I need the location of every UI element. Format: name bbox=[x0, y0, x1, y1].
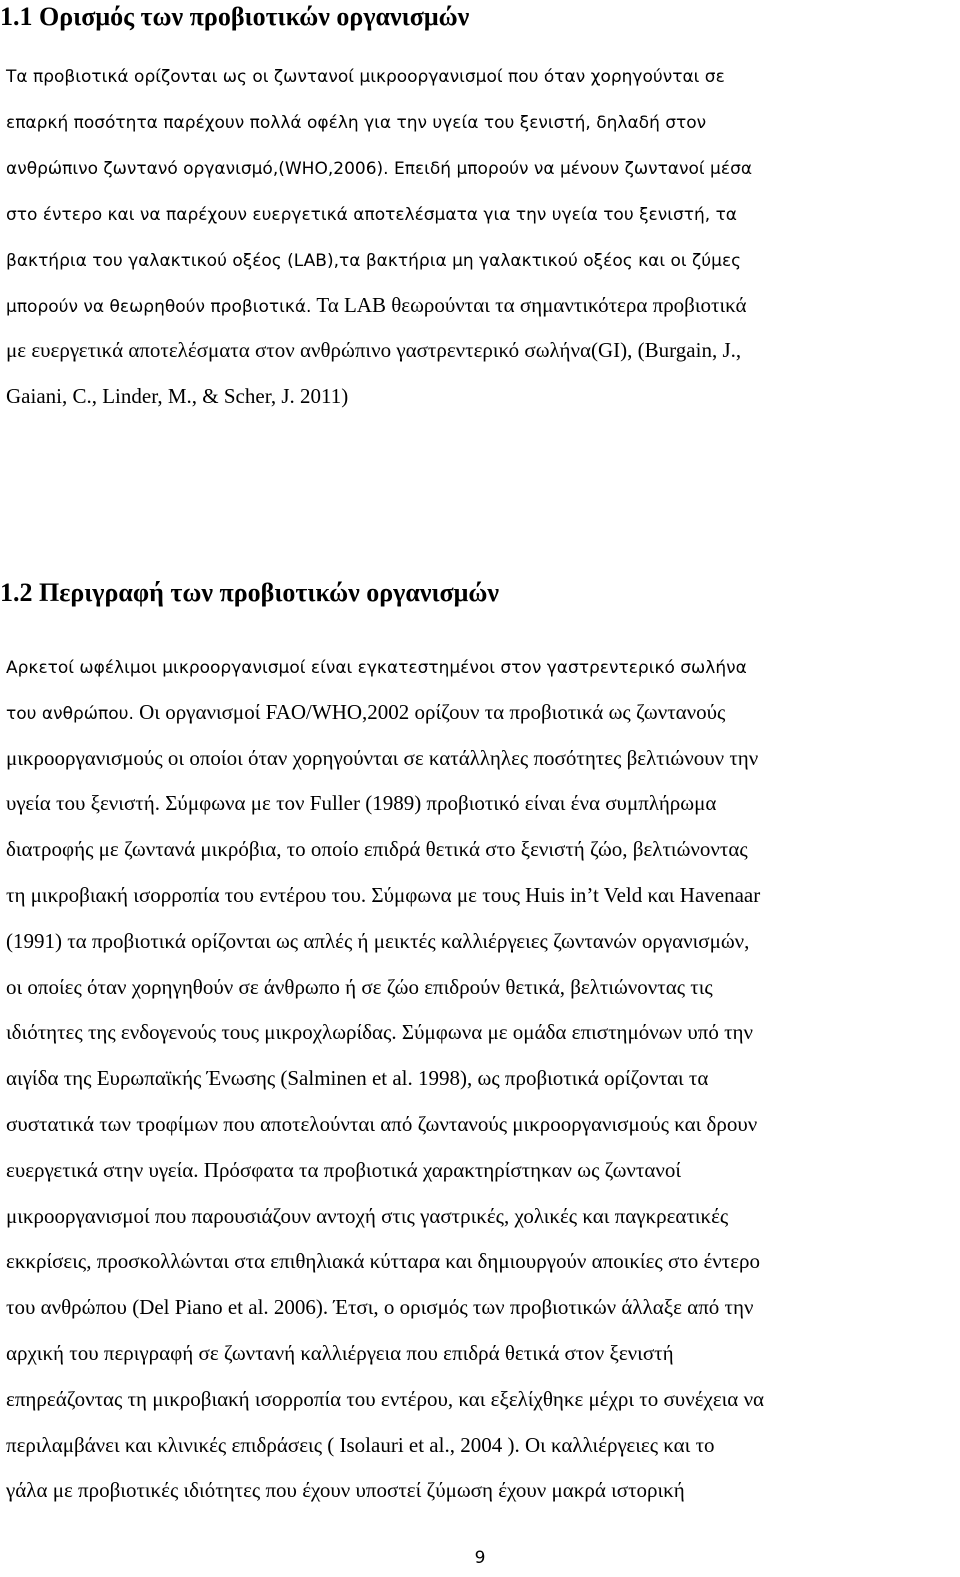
text-line bbox=[6, 1111, 757, 1137]
text-line bbox=[6, 928, 749, 954]
text-line bbox=[6, 1432, 715, 1458]
text-line bbox=[6, 699, 725, 727]
text-segment: Gaiani, C., Linder, M., & Scher, J. 2011) bbox=[6, 384, 349, 409]
text-line bbox=[6, 1157, 681, 1183]
text-segment: Τα LAB θεωρούνται τα σημαντικότερα προβιοτικά bbox=[311, 292, 747, 317]
text-segment: ανθρώπινο ζωντανό οργανισμό,(WHO,2006). bbox=[6, 158, 389, 179]
text-line bbox=[6, 154, 752, 182]
text-line bbox=[6, 836, 748, 862]
text-line bbox=[6, 1065, 708, 1091]
text-segment: τη μικροβιακή ισορροπία του εντέρου του. bbox=[6, 883, 367, 907]
section-heading-1-2: 1.2 Περιγραφή των προβιοτικών οργανισμών bbox=[0, 578, 500, 607]
text-segment: μπορούν να θεωρηθούν προβιοτικά. bbox=[6, 296, 312, 317]
text-line bbox=[6, 1477, 685, 1503]
text-segment: εκκρίσεις, προσκολλώνται στα επιθηλιακά κύτταρα και δημιουργούν αποικίες στο έντερο bbox=[6, 1249, 761, 1274]
text-segment: υγεία του ξενιστή. bbox=[6, 791, 160, 816]
text-line bbox=[6, 790, 716, 816]
text-line bbox=[6, 337, 741, 363]
text-segment: Επειδή μπορούν να μένουν ζωντανοί μέσα bbox=[388, 158, 753, 179]
text-segment: ιδιότητες της ενδογενούς τους μικροχλωρίδας. bbox=[6, 1020, 397, 1045]
text-line bbox=[6, 1248, 760, 1274]
page-number: 9 bbox=[474, 1548, 486, 1568]
text-segment: Σύμφωνα με ομάδα επιστημόνων υπό την bbox=[396, 1020, 753, 1045]
text-segment: Σύμφωνα με τους Huis in’t Veld και Havenaar bbox=[366, 883, 761, 907]
text-line bbox=[6, 882, 760, 908]
text-line bbox=[6, 62, 725, 90]
text-segment: αιγίδα της Ευρωπαϊκής Ένωσης (Salminen et al. 1998), ως προβιοτικά ορίζονται τα bbox=[6, 1066, 709, 1091]
text-line bbox=[6, 1203, 728, 1229]
text-segment: μικροοργανισμοί που παρουσιάζουν αντοχή στις γαστρικές, χολικές και παγκρεατικές bbox=[6, 1203, 729, 1228]
text-segment: του ανθρώπου. bbox=[6, 703, 134, 724]
text-line bbox=[6, 1386, 764, 1412]
text-segment: οι οποίες όταν χορηγηθούν σε άνθρωπο ή σε ζώο επιδρούν θετικά, βελτιώνοντας τις bbox=[6, 974, 713, 999]
text-segment: Έτσι, ο ορισμός των προβιοτικών άλλαξε από την bbox=[328, 1295, 754, 1320]
text-line bbox=[6, 653, 747, 681]
text-line bbox=[6, 1294, 753, 1320]
text-line bbox=[6, 745, 758, 771]
text-segment: ευεργετικά στην υγεία. bbox=[6, 1157, 199, 1182]
text-segment: βακτήρια του γαλακτικού οξέος (LAB),τα βακτήρια μη γαλακτικού οξέος και οι ζύμες bbox=[6, 250, 742, 271]
text-segment: συστατικά των τροφίμων που αποτελούνται από ζωντανούς μικροοργανισμούς και δρουν bbox=[6, 1112, 758, 1136]
text-line bbox=[6, 108, 706, 136]
text-segment: του ανθρώπου (Del Piano et al. 2006). bbox=[6, 1295, 329, 1320]
text-line bbox=[6, 1019, 753, 1045]
text-segment: Σύμφωνα με τον Fuller (1989) προβιοτικό είναι ένα συμπλήρωμα bbox=[159, 791, 717, 816]
text-segment: διατροφής με ζωντανά μικρόβια, το οποίο επιδρά θετικά στο ξενιστή ζώο, βελτιώνοντας bbox=[6, 837, 748, 862]
text-segment: Οι καλλιέργειες και το bbox=[519, 1432, 715, 1457]
text-segment: αρχική του περιγραφή σε ζωντανή καλλιέργεια που επιδρά θετικά στον ξενιστή bbox=[6, 1341, 674, 1365]
text-segment: Οι οργανισμοί FAO/WHO,2002 ορίζουν τα προβιοτικά ως ζωντανούς bbox=[133, 699, 726, 724]
text-segment: με ευεργετικά αποτελέσματα στον ανθρώπινο γαστρεντερικό σωλήνα(GI), (Burgain, J., bbox=[6, 338, 742, 363]
text-segment: γάλα με προβιοτικές ιδιότητες που έχουν υποστεί ζύμωση έχουν μακρά ιστορική bbox=[6, 1478, 685, 1503]
text-line bbox=[6, 246, 741, 274]
text-segment: Πρόσφατα τα προβιοτικά χαρακτηρίστηκαν ως ζωντανοί bbox=[198, 1157, 681, 1182]
section-heading-1-1: 1.1 Ορισμός των προβιοτικών οργανισμών bbox=[0, 2, 470, 31]
text-segment: Αρκετοί ωφέλιμοι μικροοργανισμοί είναι εγκατεστημένοι στον γαστρεντερικό σωλήνα bbox=[6, 658, 747, 678]
text-segment: επαρκή ποσότητα παρέχουν πολλά οφέλη για την υγεία του ξενιστή, δηλαδή στον bbox=[6, 112, 707, 133]
text-line bbox=[6, 383, 348, 409]
text-segment: περιλαμβάνει και κλινικές επιδράσεις ( Isolauri et al., 2004 ). bbox=[6, 1432, 520, 1457]
text-line bbox=[6, 200, 737, 228]
text-line bbox=[6, 974, 713, 1000]
text-segment: μικροοργανισμούς οι οποίοι όταν χορηγούνται σε κατάλληλες ποσότητες βελτιώνουν την bbox=[6, 745, 759, 770]
text-segment: Τα προβιοτικά ορίζονται ως οι ζωντανοί μικροοργανισμοί που όταν χορηγούνται σε bbox=[6, 67, 725, 87]
text-line bbox=[6, 1340, 674, 1366]
text-line bbox=[6, 292, 747, 320]
text-segment: επηρεάζοντας τη μικροβιακή ισορροπία του εντέρου, και εξελίχθηκε μέχρι το συνέχεια να bbox=[6, 1386, 765, 1411]
text-segment: στο έντερο και να παρέχουν ευεργετικά αποτελέσματα για την υγεία του ξενιστή, τα bbox=[6, 204, 738, 225]
text-segment: (1991) τα προβιοτικά ορίζονται ως απλές ή μεικτές καλλιέργειες ζωντανών οργανισμών, bbox=[6, 928, 750, 953]
